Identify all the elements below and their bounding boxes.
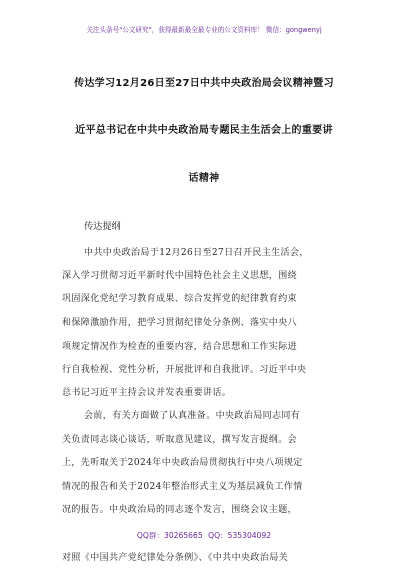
body-line: 中共中央政治局于12月26日至27日召开民主生活会， bbox=[84, 248, 309, 258]
body-line: 上，先听取关于2024年中央政治局贯彻执行中央八项规定 bbox=[62, 458, 303, 468]
body-line: 关负责同志谈心谈话，听取意见建议，撰写发言提纲。会 bbox=[62, 435, 298, 445]
document-title-line-2: 近平总书记在中共中央政治局专题民主生活会上的重要讲 bbox=[75, 125, 333, 136]
footer-qq-contacts bbox=[0, 531, 408, 541]
footer-qq-group: QQ群：30265665 bbox=[136, 531, 203, 540]
header-promo-banner: 关注头条号"公文研究"，获得最新最全最专业的公文资料库！ 微信：gongwenyj bbox=[86, 26, 322, 34]
body-line: 总书记习近平主持会议并发表重要讲话。 bbox=[62, 388, 232, 398]
body-line: 项规定情况作为检查的重要内容，结合思想和工作实际进 bbox=[62, 342, 298, 352]
document-title-line-1: 传达学习12月26日至27日中共中央政治局会议精神暨习 bbox=[74, 78, 334, 89]
body-line: 况的报告。中央政治局的同志逐个发言，围绕会议主题， bbox=[62, 505, 298, 515]
body-line: 情况的报告和关于2024年整治形式主义为基层减负工作情 bbox=[62, 482, 303, 492]
document-title-line-3: 话精神 bbox=[188, 173, 220, 184]
section-label-outline: 传达提纲 bbox=[84, 221, 121, 232]
body-line: 和保障激励作用，把学习贯彻纪律处分条例、落实中央八 bbox=[62, 318, 298, 328]
body-line: 行自我检视、党性分析，开展批评和自我批评。习近平中央 bbox=[62, 365, 307, 375]
body-line: 巩固深化党纪学习教育成果、综合发挥党的纪律教育约束 bbox=[62, 294, 298, 304]
body-line: 深入学习贯彻习近平新时代中国特色社会主义思想，围绕 bbox=[62, 271, 298, 281]
body-line: 对照《中国共产党纪律处分条例》、《中共中央政治局关 bbox=[62, 553, 289, 563]
body-line: 会前，有关方面做了认真准备。中央政治局同志同有 bbox=[84, 411, 301, 421]
footer-qq-number: QQ：535304092 bbox=[208, 531, 272, 540]
